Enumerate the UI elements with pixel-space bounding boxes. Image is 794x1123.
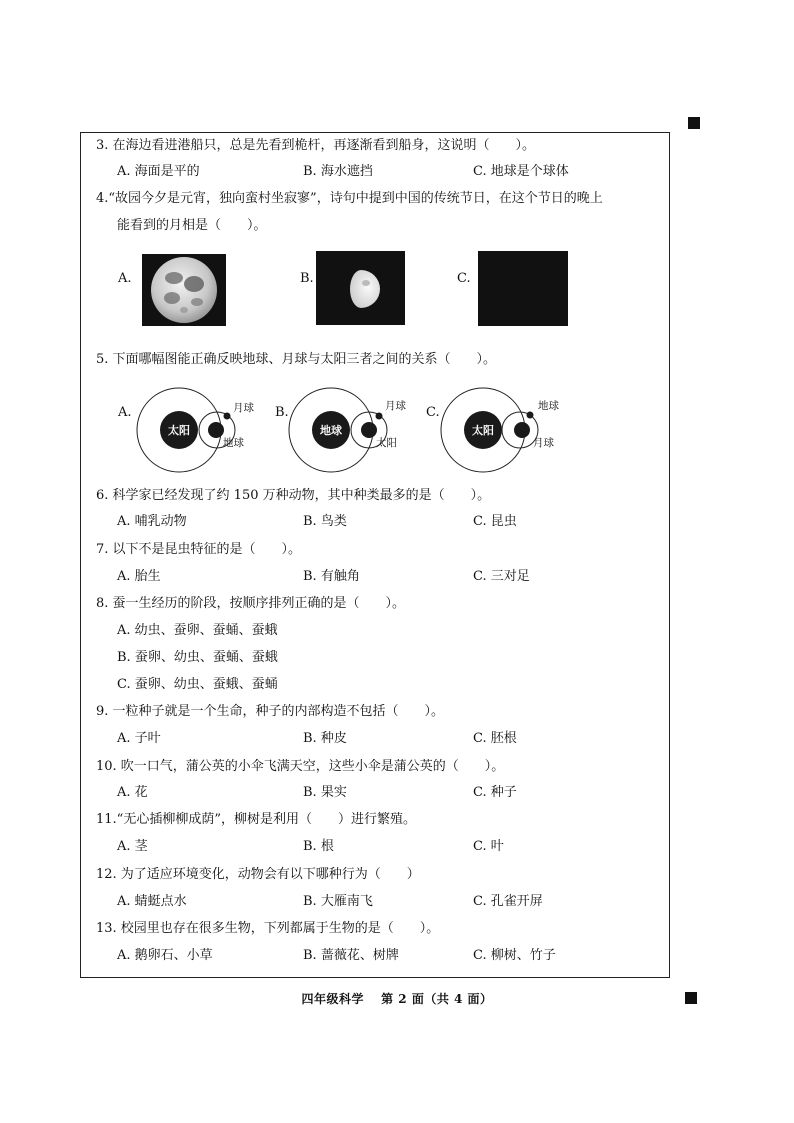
question-8-stem: 8. 蚕一生经历的阶段，按顺序排列正确的是（ ）。: [96, 596, 406, 611]
question-12-option-c[interactable]: C. 孔雀开屏: [473, 894, 543, 909]
orbit-diagram-b[interactable]: [288, 386, 418, 474]
question-3-stem: 3. 在海边看进港船只，总是先看到桅杆，再逐渐看到船身，这说明（ ）。: [96, 138, 536, 153]
crescent-moon-icon: [478, 251, 568, 326]
diagram-b-top-label: 月球: [385, 400, 406, 412]
diagram-c-bottom-label: 月球: [533, 437, 554, 449]
question-4-stem-line-1: 4.“故园今夕是元宵，独向蛮村坐寂寥”，诗句中提到中国的传统节日，在这个节日的晚上: [96, 191, 603, 206]
question-8-option-c[interactable]: C. 蚕卵、幼虫、蚕蛾、蚕蛹: [117, 677, 278, 692]
full-moon-icon: [142, 254, 226, 326]
question-7-stem: 7. 以下不是昆虫特征的是（ ）。: [96, 542, 302, 557]
question-12-stem: 12. 为了适应环境变化，动物会有以下哪种行为（ ）: [96, 867, 420, 882]
question-9-option-b[interactable]: B. 种皮: [303, 731, 347, 746]
question-4-label-b[interactable]: B.: [300, 271, 314, 286]
question-4-label-a[interactable]: A.: [118, 271, 132, 286]
question-3-option-c[interactable]: C. 地球是个球体: [473, 164, 569, 179]
question-10-stem: 10. 吹一口气，蒲公英的小伞飞满天空，这些小伞是蒲公英的（ ）。: [96, 759, 505, 774]
question-11-option-c[interactable]: C. 叶: [473, 839, 504, 854]
question-7-option-a[interactable]: A. 胎生: [117, 569, 161, 584]
question-4-label-c[interactable]: C.: [457, 271, 471, 286]
question-13-option-a[interactable]: A. 鹅卵石、小草: [117, 948, 213, 963]
question-11-option-a[interactable]: A. 茎: [117, 839, 148, 854]
question-10-option-b[interactable]: B. 果实: [303, 785, 347, 800]
question-6-option-a[interactable]: A. 哺乳动物: [117, 514, 187, 529]
question-9-option-a[interactable]: A. 子叶: [117, 731, 161, 746]
question-3-option-b[interactable]: B. 海水遮挡: [303, 164, 373, 179]
question-12-option-b[interactable]: B. 大雁南飞: [303, 894, 373, 909]
page-footer: 四年级科学 第 2 面（共 4 面）: [301, 992, 493, 1006]
question-5-label-c[interactable]: C.: [426, 405, 440, 420]
question-6-stem: 6. 科学家已经发现了约 150 万种动物，其中种类最多的是（ ）。: [96, 488, 491, 503]
diagram-a-bottom-label: 地球: [223, 437, 244, 449]
diagram-a-top-label: 月球: [233, 402, 254, 414]
full-moon-photo[interactable]: [142, 254, 226, 326]
question-7-option-b[interactable]: B. 有触角: [303, 569, 360, 584]
diagram-c-center-label: 太阳: [472, 424, 494, 437]
question-13-stem: 13. 校园里也存在很多生物，下列都属于生物的是（ ）。: [96, 921, 440, 936]
question-10-option-c[interactable]: C. 种子: [473, 785, 517, 800]
gibbous-moon-photo[interactable]: [316, 251, 405, 325]
diagram-c-top-label: 地球: [538, 400, 559, 412]
question-13-option-b[interactable]: B. 蔷薇花、树牌: [303, 948, 399, 963]
orbit-diagram-a[interactable]: [134, 386, 264, 474]
question-9-option-c[interactable]: C. 胚根: [473, 731, 517, 746]
corner-registration-mark: [688, 117, 700, 129]
question-13-option-c[interactable]: C. 柳树、竹子: [473, 948, 556, 963]
crescent-moon-photo[interactable]: [478, 251, 568, 326]
question-8-option-b[interactable]: B. 蚕卵、幼虫、蚕蛹、蚕蛾: [117, 650, 278, 665]
question-11-option-b[interactable]: B. 根: [303, 839, 334, 854]
question-6-option-b[interactable]: B. 鸟类: [303, 514, 347, 529]
question-6-option-c[interactable]: C. 昆虫: [473, 514, 517, 529]
question-8-option-a[interactable]: A. 幼虫、蚕卵、蚕蛹、蚕蛾: [117, 623, 278, 638]
question-5-label-b[interactable]: B.: [275, 405, 289, 420]
question-4-stem-line-2: 能看到的月相是（ ）。: [117, 218, 267, 233]
diagram-a-center-label: 太阳: [168, 424, 190, 437]
orbit-diagram-c[interactable]: [440, 386, 570, 474]
question-3-option-a[interactable]: A. 海面是平的: [117, 164, 200, 179]
question-10-option-a[interactable]: A. 花: [117, 785, 148, 800]
question-7-option-c[interactable]: C. 三对足: [473, 569, 530, 584]
diagram-b-center-label: 地球: [320, 424, 342, 437]
question-5-label-a[interactable]: A.: [118, 405, 132, 420]
question-12-option-a[interactable]: A. 蜻蜓点水: [117, 894, 187, 909]
question-9-stem: 9. 一粒种子就是一个生命，种子的内部构造不包括（ ）。: [96, 704, 445, 719]
diagram-b-bottom-label: 太阳: [376, 437, 397, 449]
question-11-stem: 11.“无心插柳柳成荫”，柳树是利用（ ）进行繁殖。: [96, 812, 416, 827]
gibbous-moon-icon: [316, 251, 405, 325]
question-5-stem: 5. 下面哪幅图能正确反映地球、月球与太阳三者之间的关系（ ）。: [96, 352, 497, 367]
